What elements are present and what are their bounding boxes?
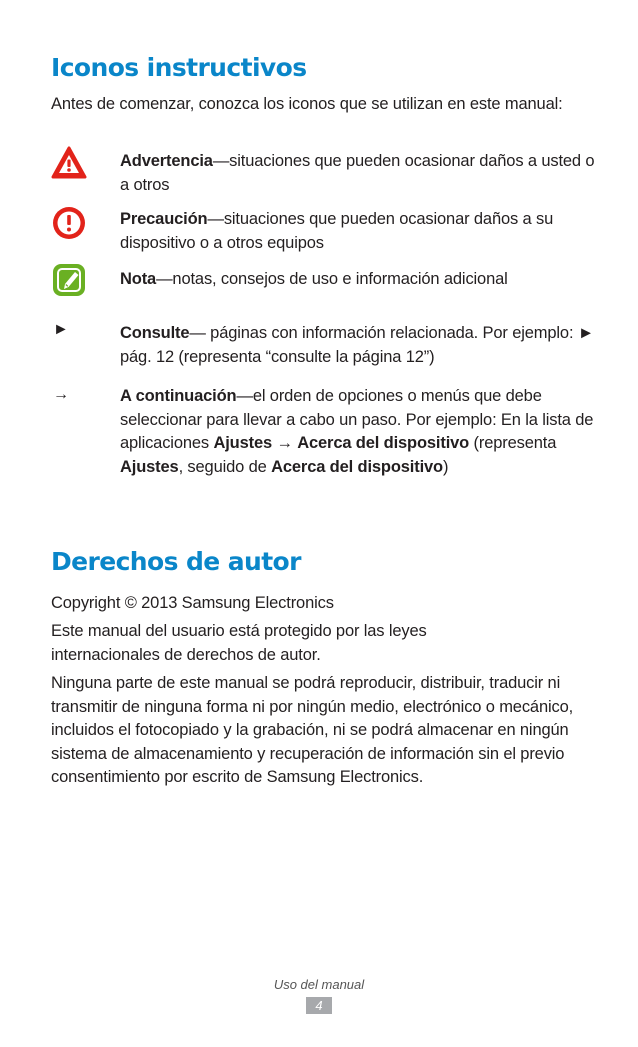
caution-term: Precaución [120,210,208,228]
warning-term: Advertencia [120,152,213,170]
caution-description [120,208,598,255]
copyright-paragraph-1: Este manual del usuario está protegido por las leyes internacionales de derechos de autor. [51,622,427,664]
note-desc: —notas, consejos de uso e información adicional [156,270,508,288]
page-number: 4 [306,997,332,1014]
refer-term: Consulte [120,324,190,342]
section-title-copyright: Derechos de autor [51,547,301,576]
copyright-line: Copyright © 2013 Samsung Electronics [51,594,334,612]
next-bold-ajustes-2: Ajustes [120,457,179,476]
next-desc-2: (representa [469,434,557,452]
section-title-icons: Iconos instructivos [51,53,307,82]
intro-text: Antes de comenzar, conozca los iconos que se utilizan en este manual: [51,95,563,113]
footer-section-name: Uso del manual [273,977,365,992]
warning-description [120,150,598,197]
caution-desc: —situaciones que pueden ocasionar daños a su dispositivo o a otros equipos [120,210,554,252]
next-description [120,385,598,479]
refer-inline-arrow-icon: ► [577,324,594,342]
refer-desc-2: pág. 12 (representa “consulte la página 12”) [120,347,435,366]
next-inline-arrow: → [272,434,298,452]
copyright-paragraph-2: Ninguna parte de este manual se podrá reproducir, distribuir, traducir ni transmitir de ninguna forma ni por ningún medio, electrónico o mecánico, incluidos el fotocopiado y la grabación, ni se podrá almacenar en ningún sistema de almacenamiento y recuperación de información sin el previo consentimiento por escrito de Samsung Electronics. [51,674,574,786]
refer-description [120,322,598,369]
note-pencil-icon [51,262,87,298]
warning-desc: —situaciones que pueden ocasionar daños a usted o a otros [120,152,595,194]
next-bold-acerca: Acerca del dispositivo [297,434,470,452]
refer-desc-1: — páginas con información relacionada. Por ejemplo: [189,324,578,342]
note-term: Nota [120,270,157,288]
next-arrow-icon: → [53,386,69,403]
warning-triangle-icon [51,145,87,181]
note-description [120,268,598,292]
next-desc-1: —el orden de opciones o menús que debe seleccionar para llevar a cabo un paso. Por ejemplo: En la lista de aplicaciones [120,387,594,452]
next-term: A continuación [120,387,237,405]
caution-circle-icon [51,205,87,241]
next-desc-4: ) [442,457,449,476]
next-desc-3: , seguido de [178,457,272,476]
next-bold-acerca-2: Acerca del dispositivo [271,457,443,476]
next-bold-ajustes: Ajustes [213,434,273,452]
refer-arrow-icon: ► [53,321,69,338]
